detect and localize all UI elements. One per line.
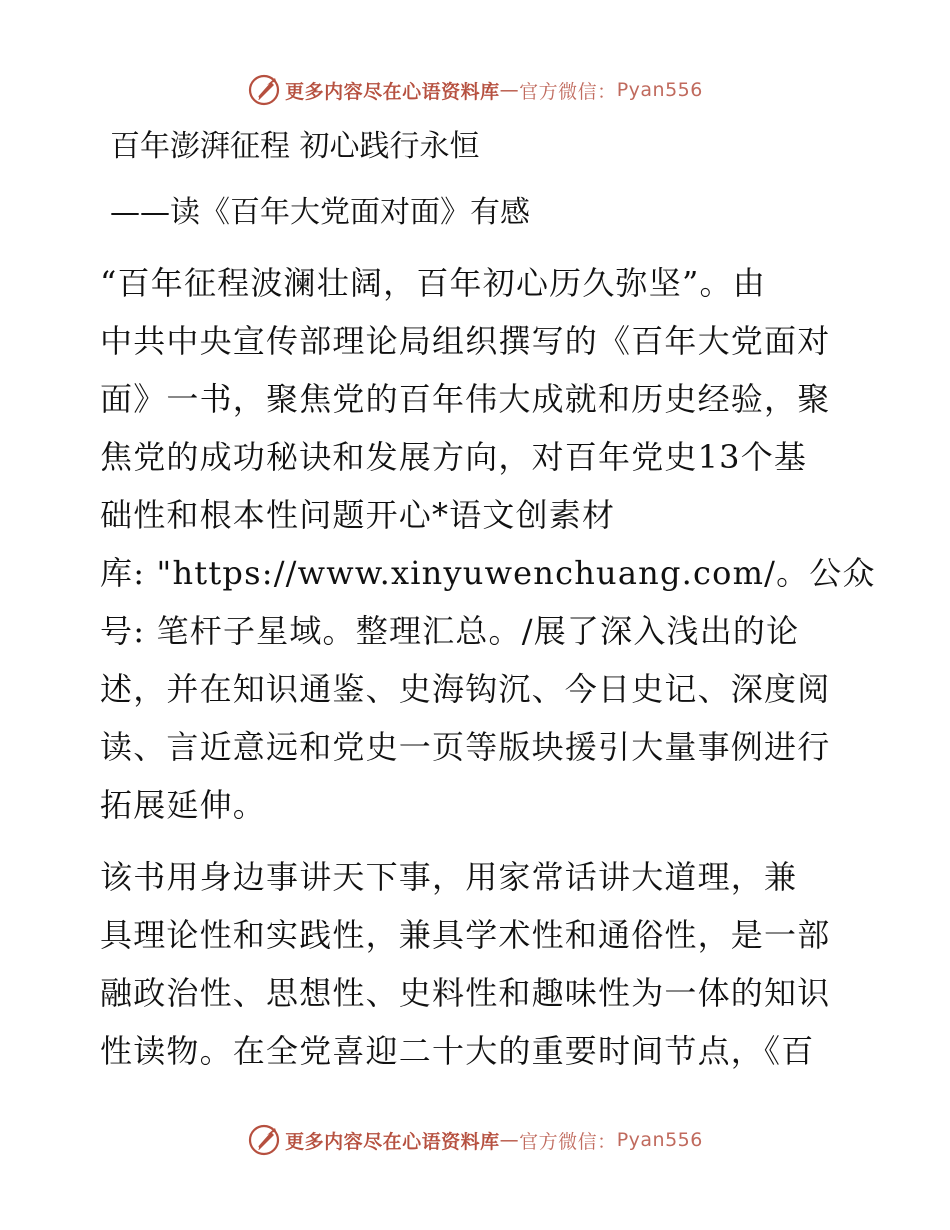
quill-pen-icon xyxy=(247,1123,281,1157)
watermark-label: 官方微信： xyxy=(519,1130,617,1153)
text-line: 库: "https://www.xinyuwenchuang.com/。公众 xyxy=(100,554,876,592)
text-line: 读、言近意远和党史一页等版块援引大量事例进行 xyxy=(100,728,831,766)
text-line: “百年征程波澜壮阔，百年初心历久弥坚”。由 xyxy=(100,264,766,302)
watermark-label: 官方微信： xyxy=(519,80,617,103)
header-watermark xyxy=(0,70,950,110)
text-line: 础性和根本性问题开心*语文创素材 xyxy=(100,496,616,534)
text-line: 焦党的成功秘诀和发展方向，对百年党史13个基 xyxy=(100,438,808,476)
text-line: 性读物。在全党喜迎二十大的重要时间节点，《百 xyxy=(100,1032,815,1070)
watermark-wechat-id: Pyan556 xyxy=(616,79,703,101)
text-line: 号: 笔杆子星域。整理汇总。/展了深入浅出的论 xyxy=(100,612,800,650)
watermark-brand: 更多内容尽在心语资料库 xyxy=(285,1130,500,1153)
watermark-brand: 更多内容尽在心语资料库 xyxy=(285,80,500,103)
text-line: 述，并在知识通鉴、史海钩沉、今日史记、深度阅 xyxy=(100,670,831,708)
paragraph-2 xyxy=(100,848,860,1080)
text-line: 融政治性、思想性、史料性和趣味性为一体的知识 xyxy=(100,974,831,1012)
page-title: 百年澎湃征程 初心践行永恒 xyxy=(110,129,480,164)
text-line: 该书用身边事讲天下事，用家常话讲大道理，兼 xyxy=(100,858,798,896)
watermark-separator: — xyxy=(499,79,520,101)
footer-watermark xyxy=(0,1120,950,1160)
quill-pen-icon xyxy=(247,73,281,107)
document-body xyxy=(100,118,876,1080)
text-line: 面》一书，聚焦党的百年伟大成就和历史经验，聚 xyxy=(100,380,831,418)
paragraph-1 xyxy=(100,254,876,834)
text-line: 中共中央宣传部理论局组织撰写的《百年大党面对 xyxy=(100,322,831,360)
page-subtitle: ——读《百年大党面对面》有感 xyxy=(110,195,530,230)
text-line: 拓展延伸。 xyxy=(100,786,267,824)
text-line: 具理论性和实践性，兼具学术性和通俗性，是一部 xyxy=(100,916,831,954)
watermark-wechat-id: Pyan556 xyxy=(616,1129,703,1151)
watermark-separator: — xyxy=(499,1129,520,1151)
